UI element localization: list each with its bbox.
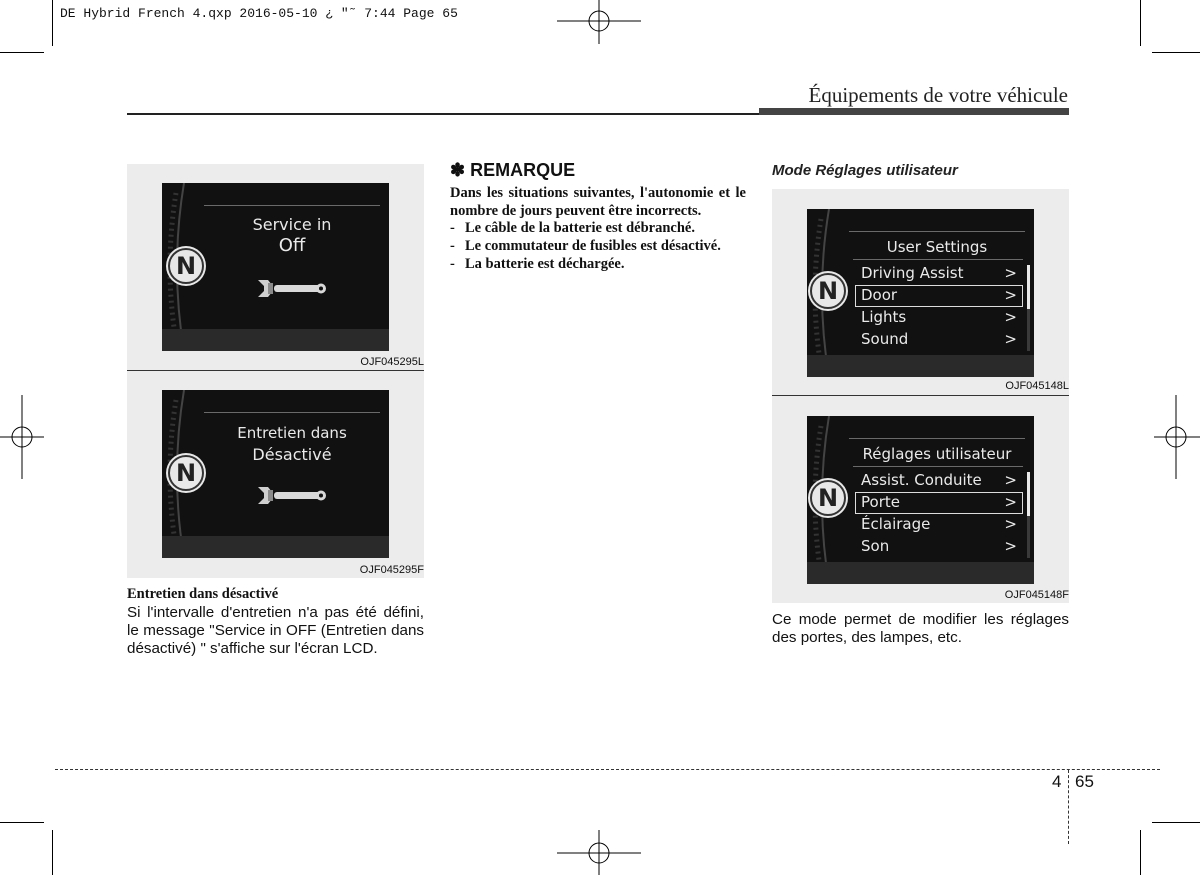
figure-code: OJF045295L — [360, 356, 424, 368]
menu-item[interactable] — [861, 264, 1017, 282]
menu-item[interactable] — [861, 308, 1017, 326]
registration-mark-icon — [557, 830, 641, 875]
note-bullet — [450, 256, 746, 274]
header-rule-thick — [759, 108, 1069, 115]
chevron-right-icon: > — [1004, 537, 1017, 555]
n-gear-badge: N — [168, 455, 204, 491]
section-paragraph: Si l'intervalle d'entretien n'a pas été défini, le message "Service in OFF (Entretien dans désactivé) " s'affiche sur l'écran LCD. — [127, 604, 424, 658]
figure-user-settings-en — [772, 189, 1069, 395]
crop-mark — [1140, 830, 1141, 875]
bullet-text: La batterie est déchargée. — [465, 255, 625, 272]
menu-item-label: Driving Assist — [861, 264, 964, 282]
menu-title: User Settings — [886, 238, 988, 256]
n-gear-badge: N — [810, 273, 846, 309]
menu-item-label: Assist. Conduite — [861, 471, 982, 489]
chevron-right-icon: > — [1004, 286, 1017, 304]
registration-mark-icon — [1154, 395, 1200, 479]
crop-mark — [52, 0, 53, 46]
chevron-right-icon: > — [1004, 330, 1017, 348]
bullet-text: Le câble de la batterie est débranché. — [465, 220, 695, 237]
menu-item-label: Door — [861, 286, 898, 304]
menu-item[interactable] — [861, 515, 1017, 533]
menu-item-label: Sound — [861, 330, 909, 348]
chevron-right-icon: > — [1004, 493, 1017, 511]
crop-mark — [52, 830, 53, 875]
chevron-right-icon: > — [1004, 515, 1017, 533]
print-slug: DE Hybrid French 4.qxp 2016-05-10 ¿ "˜ 7:44 Page 65 — [60, 6, 458, 21]
figure-code: OJF045148L — [1005, 380, 1069, 392]
crop-mark — [0, 52, 44, 53]
section-title: Entretien dans désactivé — [127, 586, 279, 602]
chevron-right-icon: > — [1004, 264, 1017, 282]
n-gear-badge: N — [168, 248, 204, 284]
menu-scrollbar[interactable] — [1027, 472, 1030, 558]
figure-entretien-off — [127, 371, 424, 578]
menu-item[interactable] — [861, 493, 1017, 511]
note-body — [450, 185, 746, 274]
crop-mark — [1152, 822, 1200, 823]
figure-service-off — [127, 164, 424, 370]
menu-item-label: Porte — [861, 493, 900, 511]
section-paragraph: Ce mode permet de modifier les réglages des portes, des lampes, etc. — [772, 611, 1069, 647]
figure-user-settings-fr — [772, 396, 1069, 603]
crop-mark — [1152, 52, 1200, 53]
footer-rule — [55, 769, 1160, 770]
bullet-text: Le commutateur de fusibles est désactivé. — [465, 238, 721, 255]
note-intro: Dans les situations suivantes, l'autonomie et le nombre de jours peuvent être incorrects. — [450, 185, 746, 219]
bullet-dash: - — [450, 255, 455, 272]
lcd-line2: Désactivé — [252, 445, 332, 464]
menu-scrollbar[interactable] — [1027, 265, 1030, 351]
menu-title: Réglages utilisateur — [862, 445, 1012, 463]
section-title: Mode Réglages utilisateur — [772, 162, 958, 179]
chapter-number: 4 — [1052, 772, 1062, 791]
lcd-line1: Entretien dans — [237, 424, 347, 442]
menu-item-label: Son — [861, 537, 890, 555]
menu-item-label: Lights — [861, 308, 907, 326]
figure-code: OJF045295F — [359, 564, 424, 576]
registration-mark-icon — [0, 395, 44, 479]
menu-item[interactable] — [861, 286, 1017, 304]
header-rule — [127, 113, 759, 115]
page-number-divider — [1068, 770, 1069, 844]
crop-mark — [1140, 0, 1141, 46]
menu-item[interactable] — [861, 471, 1017, 489]
lcd-line2: Off — [278, 235, 306, 256]
note-bullet — [450, 220, 746, 238]
page-number: 65 — [1075, 772, 1094, 791]
chevron-right-icon: > — [1004, 308, 1017, 326]
registration-mark-icon — [557, 0, 641, 44]
menu-item-label: Éclairage — [861, 515, 931, 533]
figure-code: OJF045148F — [1004, 589, 1069, 601]
menu-item[interactable] — [861, 330, 1017, 348]
running-head: Équipements de votre véhicule — [808, 83, 1068, 107]
note-title: ✽ REMARQUE — [450, 160, 576, 180]
bullet-dash: - — [450, 238, 455, 255]
crop-mark — [0, 822, 44, 823]
menu-item[interactable] — [861, 537, 1017, 555]
bullet-dash: - — [450, 220, 455, 237]
note-bullet — [450, 238, 746, 256]
n-gear-badge: N — [810, 480, 846, 516]
chevron-right-icon: > — [1004, 471, 1017, 489]
wrench-icon — [256, 277, 328, 299]
wrench-icon — [256, 484, 328, 506]
lcd-line1: Service in — [252, 215, 332, 234]
